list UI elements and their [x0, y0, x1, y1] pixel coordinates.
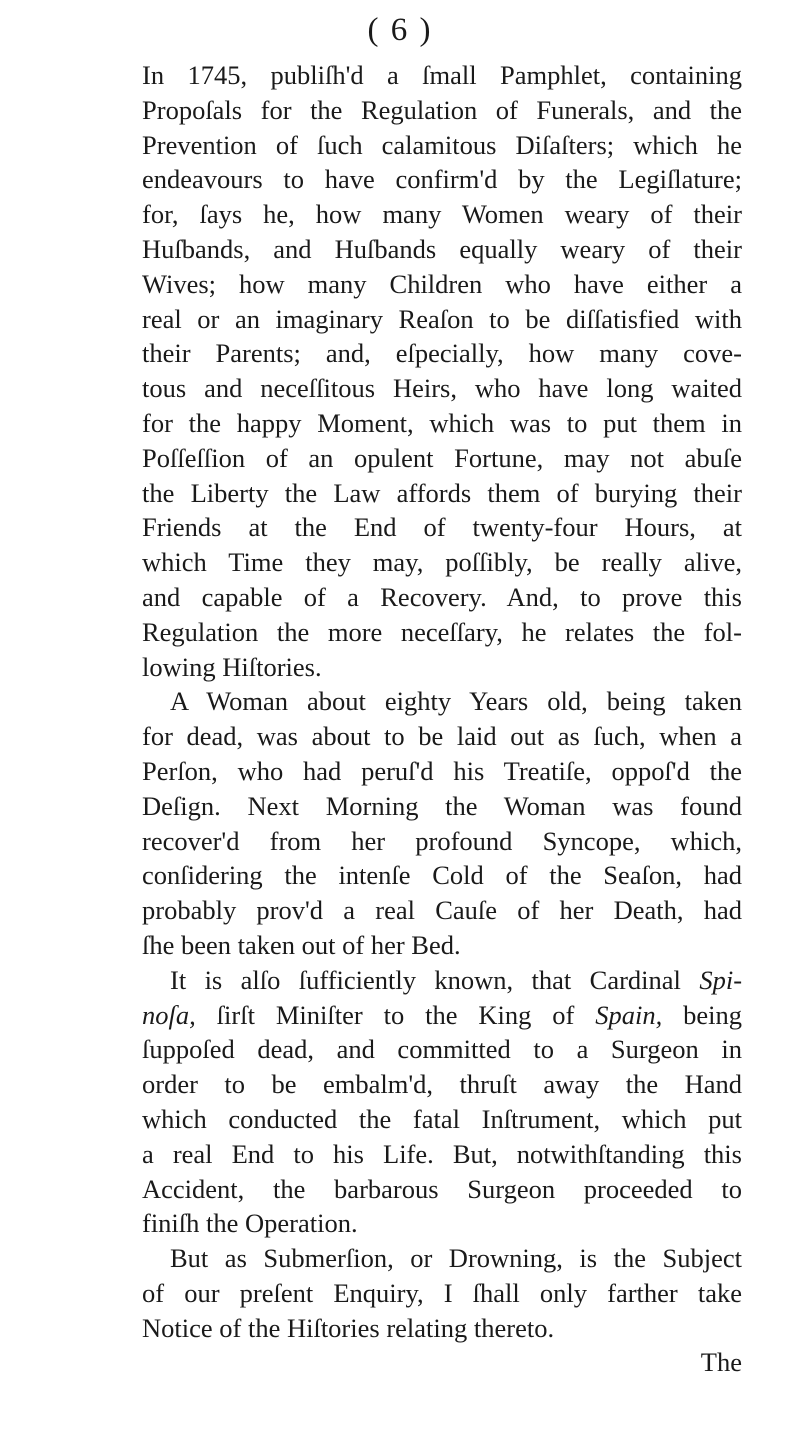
text-line [142, 998, 742, 1033]
text-line: recover'd from her profound Syncope, which, [142, 825, 742, 856]
catchword: The [700, 1347, 742, 1378]
text-line: Regulation the more neceſſary, he relates the fol- [142, 616, 742, 647]
text-line: probably prov'd a real Cauſe of her Death, had [142, 895, 742, 926]
text-line: a real End to his Life. But, notwithſtanding this [142, 1138, 742, 1169]
text-line [142, 963, 742, 998]
text-line: which Time they may, poſſibly, be really alive, [142, 547, 742, 578]
text-line: for, ſays he, how many Women weary of their [142, 199, 742, 230]
text-segment: being [683, 999, 743, 1030]
text-line: Propoſals for the Regulation of Funerals, and the [142, 94, 742, 125]
text-line: lowing Hiſtories. [142, 651, 322, 682]
text-line: the Liberty the Law affords them of burying their [142, 477, 742, 508]
text-line: order to be embalm'd, thruſt away the Hand [142, 1069, 742, 1100]
text-line: Notice of the Hiſtories relating thereto. [142, 1312, 555, 1343]
body-text [142, 58, 742, 1380]
italic-name: noſa, [142, 999, 196, 1030]
text-line: Friends at the End of twenty-four Hours, at [142, 512, 742, 543]
text-line: for the happy Moment, which was to put them in [142, 407, 742, 438]
text-line: finiſh the Operation. [142, 1208, 358, 1239]
text-line: Prevention of ſuch calamitous Diſaſters; which he [142, 129, 742, 160]
text-line: A Woman about eighty Years old, being taken [170, 686, 742, 717]
text-line: of our preſent Enquiry, I ſhall only farther take [142, 1277, 742, 1308]
text-line: But as Submerſion, or Drowning, is the Subject [170, 1243, 742, 1274]
text-line: Poſſeſſion of an opulent Fortune, may not abuſe [142, 442, 742, 473]
text-line: and capable of a Recovery. And, to prove this [142, 581, 742, 612]
text-line: conſidering the intenſe Cold of the Seaſon, had [142, 860, 742, 891]
text-segment: ſirſt Miniſter to the King of [216, 999, 575, 1030]
text-line: endeavours to have confirm'd by the Legiſlature; [142, 164, 742, 195]
text-line: Wives; how many Children who have either a [142, 268, 742, 299]
text-line: Huſbands, and Huſbands equally weary of their [142, 233, 742, 264]
text-line: real or an imaginary Reaſon to be diſſatisfied with [142, 303, 742, 334]
text-line: Deſign. Next Morning the Woman was found [142, 790, 742, 821]
text-segment: It is alſo ſufficiently known, that Cardinal [170, 964, 681, 995]
italic-country: Spain, [595, 999, 663, 1030]
text-line: In 1745, publiſh'd a ſmall Pamphlet, containing [142, 60, 742, 90]
text-line: for dead, was about to be laid out as ſuch, when a [142, 721, 742, 752]
text-line: Perſon, who had peruſ'd his Treatiſe, oppoſ'd the [142, 755, 742, 786]
text-line: tous and neceſſitous Heirs, who have long waited [142, 373, 742, 404]
text-line: ſuppoſed dead, and committed to a Surgeon in [142, 1034, 742, 1065]
text-line: Accident, the barbarous Surgeon proceeded to [142, 1173, 742, 1204]
text-line: their Parents; and, eſpecially, how many cove- [142, 338, 742, 369]
italic-name: Spi- [699, 964, 743, 995]
text-line: ſhe been taken out of her Bed. [142, 929, 461, 960]
page-number: ( 6 ) [367, 12, 433, 48]
text-line: which conducted the fatal Inſtrument, which put [142, 1103, 742, 1134]
